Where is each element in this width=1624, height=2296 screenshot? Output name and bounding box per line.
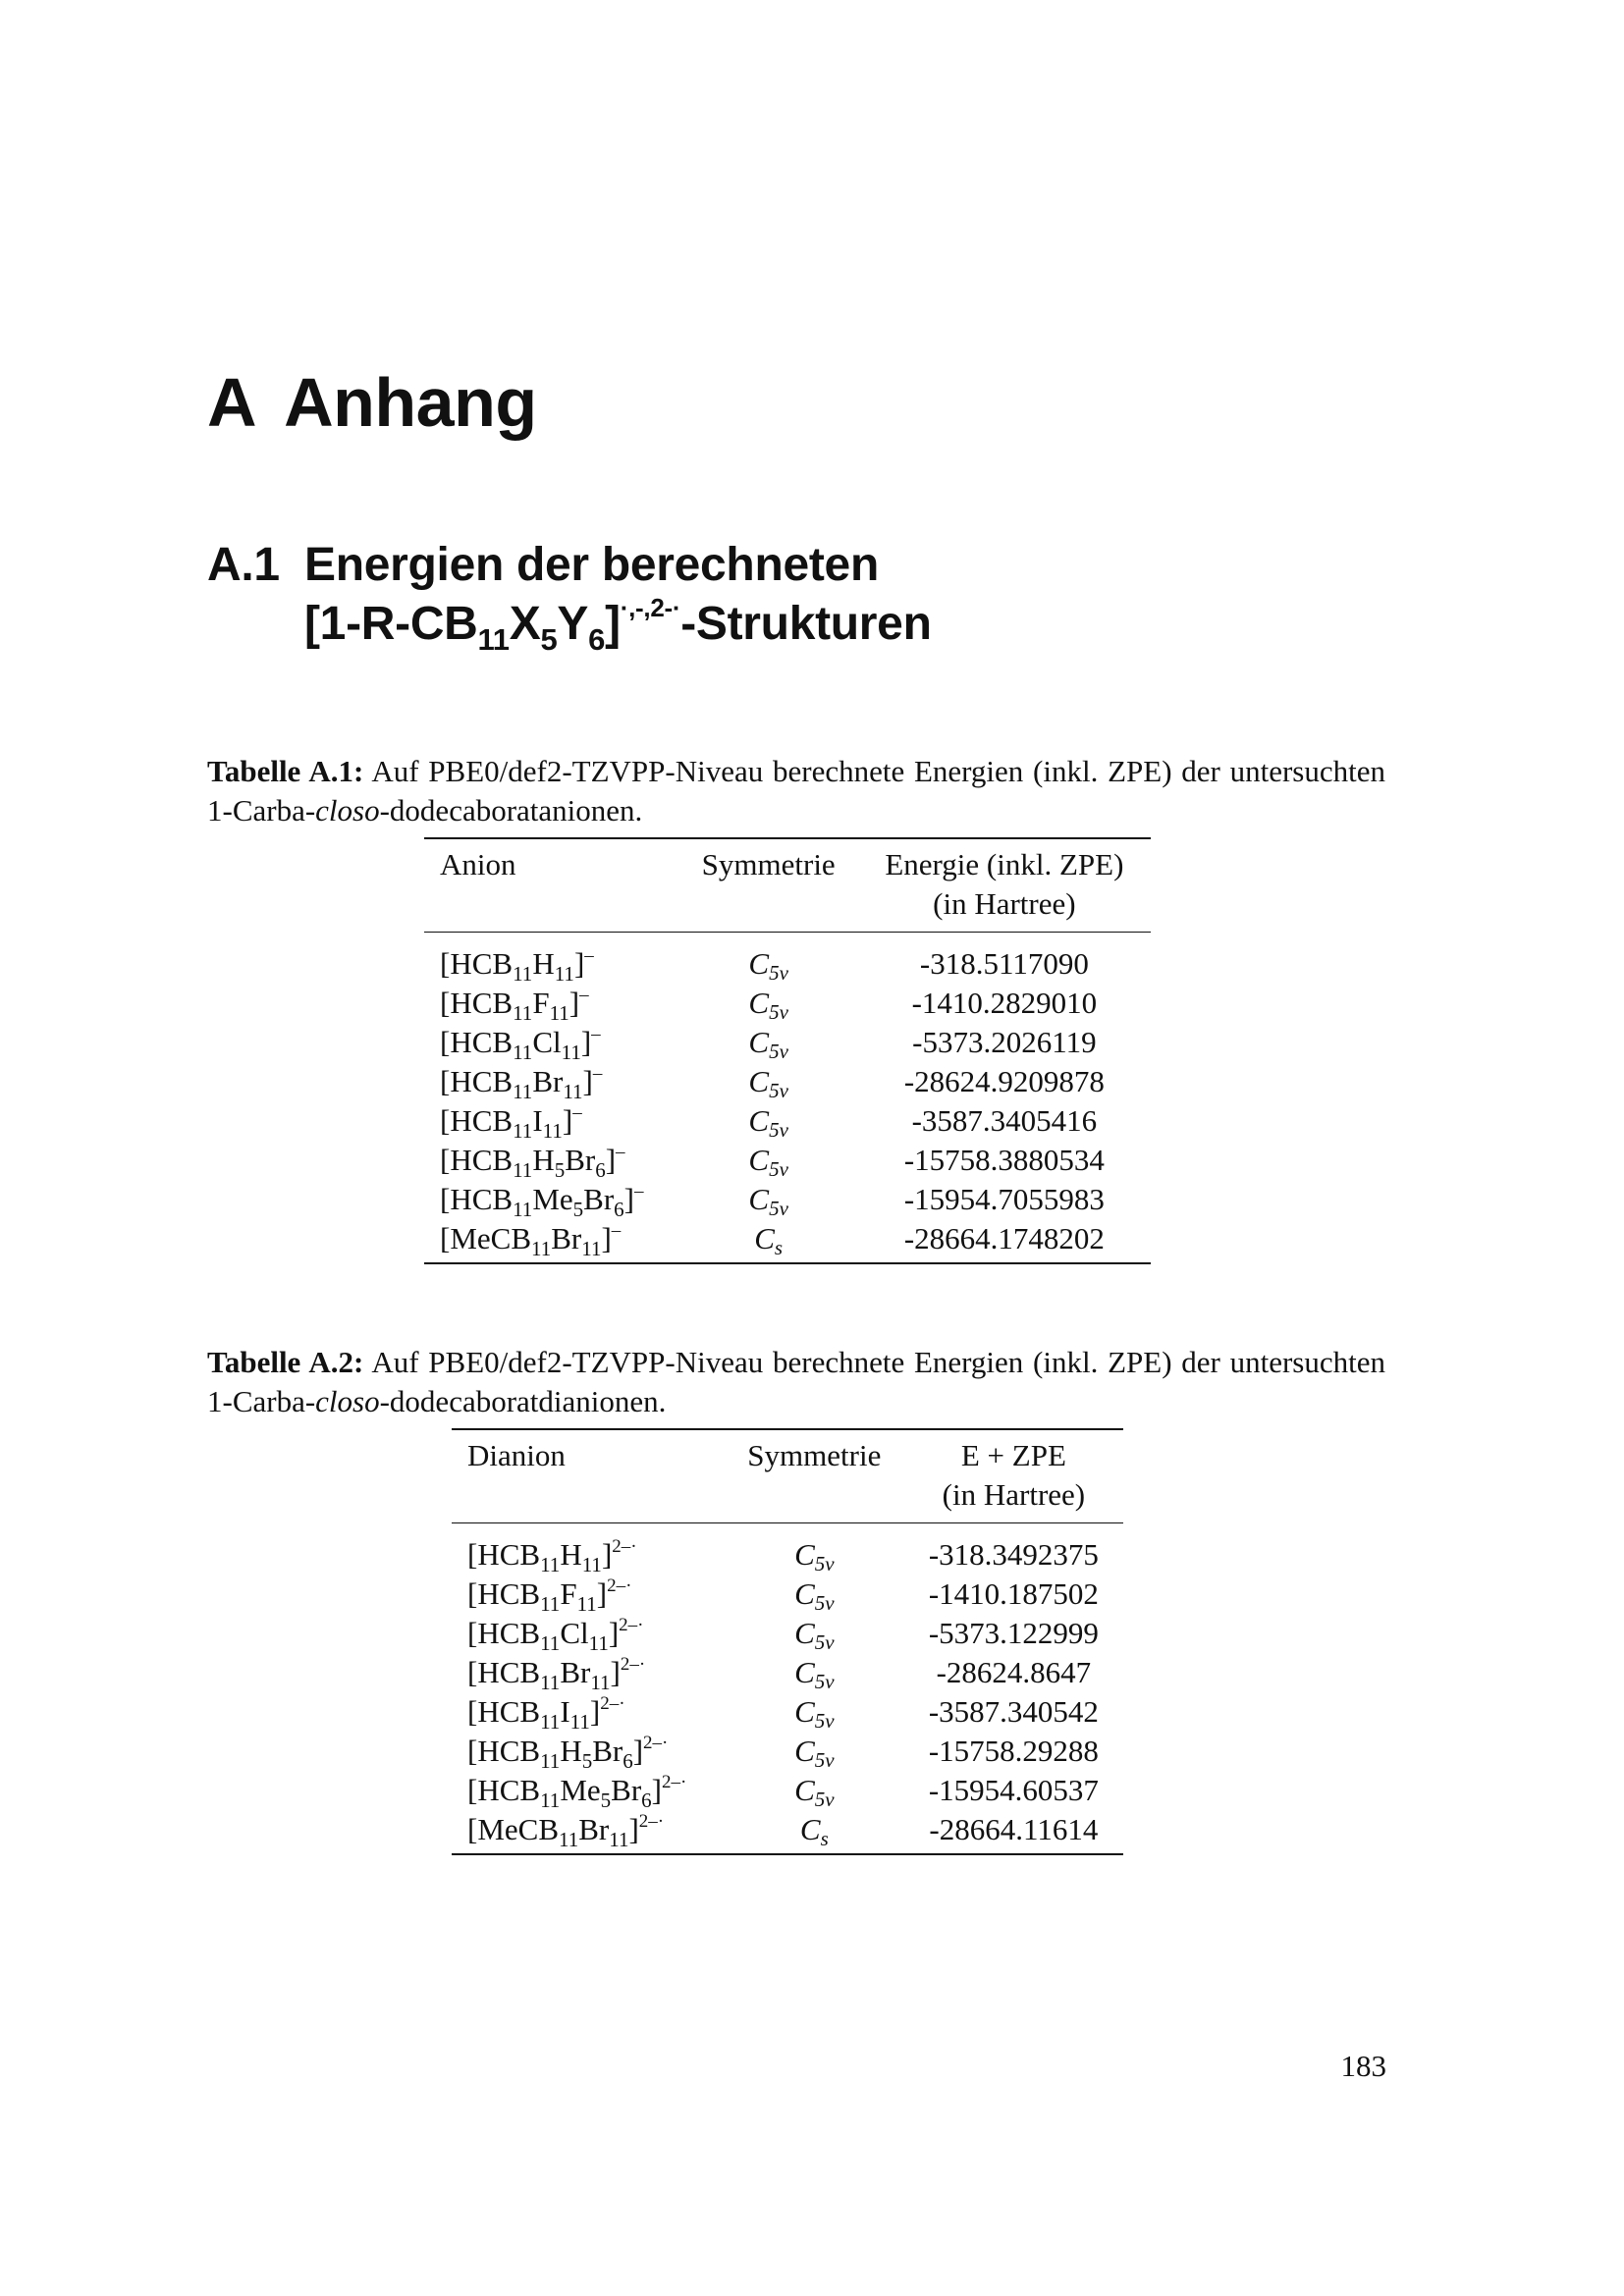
point-group: $C_{5v}$ — [794, 1694, 835, 1733]
point-group-sub: s — [820, 1827, 829, 1850]
table2-header-symmetry: Symmetrie — [747, 1438, 882, 1472]
formula-cell — [424, 1219, 679, 1263]
formula-cell — [452, 1614, 725, 1653]
table1-header-blank — [424, 884, 679, 933]
formula-part: Br — [532, 1064, 564, 1098]
formula-part: 11 — [513, 1041, 533, 1064]
formula-cell — [452, 1810, 725, 1854]
formula-part: – — [611, 1220, 622, 1241]
energy-cell: -28624.9209878 — [903, 1064, 1105, 1098]
formula-part: 6 — [623, 1749, 633, 1773]
symmetry-cell — [679, 1023, 858, 1062]
formula-part: 11 — [540, 1789, 561, 1812]
formula-part: – — [584, 945, 594, 966]
formula-part: 11 — [563, 1080, 583, 1103]
table1-header-blank — [679, 884, 858, 933]
formula-cell — [424, 984, 679, 1023]
formula-part: ] — [589, 1694, 601, 1729]
point-group: $C_{5v}$ — [748, 1143, 788, 1181]
formula-part: Br — [611, 1773, 642, 1807]
point-group-sub: 5v — [814, 1630, 835, 1654]
formula-part: ] — [623, 1182, 634, 1216]
formula-part: – — [616, 1142, 625, 1162]
formula-part: 5 — [554, 1158, 566, 1182]
formula-part: [HCB — [440, 986, 514, 1020]
formula-part: ] — [651, 1773, 662, 1807]
formula-part: 11 — [609, 1828, 629, 1851]
chapter-number: A — [207, 364, 257, 441]
table-row — [452, 1575, 1123, 1614]
table2-header-blank — [452, 1475, 725, 1523]
table-dianion-energies — [452, 1428, 1123, 1855]
formula-part: [HCB — [467, 1537, 541, 1572]
point-group-sub: 5v — [769, 1079, 788, 1102]
formula-part: ] — [632, 1734, 644, 1768]
formula-part: 2–· — [619, 1615, 644, 1635]
section-formula-x: X — [509, 598, 541, 650]
section-title-line1: Energien der berechneten — [304, 539, 879, 591]
table1-caption-text: Auf PBE0/def2-TZVPP-Niveau berechnete Energien (inkl. ZPE) der untersuchten 1-Carba- — [207, 754, 1385, 828]
table2-caption-italic: closo — [315, 1384, 380, 1418]
formula-part: H — [560, 1734, 582, 1768]
formula-part: ] — [601, 1221, 612, 1255]
energy-cell: -318.5117090 — [919, 946, 1089, 981]
point-group: $C_{5v}$ — [794, 1655, 835, 1693]
formula-part: 11 — [540, 1592, 561, 1616]
symmetry-cell — [725, 1575, 904, 1614]
point-group: $C_{5v}$ — [748, 1103, 788, 1142]
formula-part: 11 — [581, 1237, 602, 1260]
formula-part: Br — [551, 1221, 582, 1255]
energy-cell: -28664.1748202 — [903, 1221, 1105, 1255]
formula-cell — [452, 1523, 725, 1575]
formula-part: 2–· — [661, 1772, 687, 1792]
formula-part: ] — [628, 1812, 639, 1846]
section-formula-sub: 11 — [477, 622, 510, 657]
formula-part: 11 — [513, 962, 533, 986]
formula-part: – — [633, 1181, 644, 1201]
formula-cell — [452, 1653, 725, 1692]
energy-cell: -1410.2829010 — [911, 986, 1098, 1020]
symmetry-cell — [725, 1810, 904, 1854]
formula-part: [HCB — [440, 1025, 514, 1059]
formula-part: [HCB — [440, 1064, 514, 1098]
energy-cell: -15954.7055983 — [903, 1182, 1105, 1216]
table2-header-blank — [725, 1475, 904, 1523]
energy-cell: -5373.2026119 — [912, 1025, 1097, 1059]
formula-part: 11 — [513, 1198, 533, 1221]
formula-part: 11 — [554, 962, 574, 986]
energy-cell: -15758.3880534 — [903, 1143, 1105, 1177]
formula-part: 2–· — [643, 1733, 669, 1753]
symmetry-cell — [725, 1614, 904, 1653]
formula-part: 2–· — [612, 1536, 637, 1557]
formula-cell — [424, 1101, 679, 1141]
formula-part: – — [591, 1024, 601, 1044]
chapter-title — [207, 361, 537, 444]
energy-cell: -3587.340542 — [928, 1694, 1099, 1729]
formula-part: 11 — [590, 1671, 611, 1694]
formula-part: – — [579, 985, 589, 1005]
formula-part: 11 — [513, 1158, 533, 1182]
formula-part: 11 — [581, 1553, 602, 1576]
formula-part: 11 — [588, 1631, 609, 1655]
formula-cell — [424, 1023, 679, 1062]
point-group: $C_{5v}$ — [794, 1773, 835, 1811]
table1-caption-italic: closo — [315, 793, 380, 828]
formula-part: 11 — [540, 1710, 561, 1734]
chapter-title-text: Anhang — [284, 364, 537, 441]
formula-part: [HCB — [440, 1103, 514, 1138]
table-row — [424, 1219, 1151, 1263]
formula-part: ] — [596, 1576, 608, 1611]
point-group-sub: 5v — [769, 1040, 788, 1063]
table1-caption-label: Tabelle A.1: — [207, 754, 364, 788]
point-group-sub: 5v — [769, 1000, 788, 1024]
formula-cell — [452, 1692, 725, 1732]
table-row — [452, 1653, 1123, 1692]
formula-part: 2–· — [600, 1693, 625, 1714]
energy-cell: -15954.60537 — [928, 1773, 1099, 1807]
formula-part: 11 — [513, 1080, 533, 1103]
section-formula-bracket: ] — [605, 598, 621, 650]
formula-part: 11 — [542, 1119, 563, 1143]
table1-caption-end: -dodecaboratanionen. — [379, 793, 643, 828]
energy-cell: -5373.122999 — [928, 1616, 1099, 1650]
table1-header-symmetry: Symmetrie — [701, 847, 836, 881]
section-formula-suffix: -Strukturen — [680, 598, 932, 650]
formula-cell — [452, 1575, 725, 1614]
formula-cell — [452, 1732, 725, 1771]
formula-part: ] — [568, 986, 580, 1020]
point-group-sub: 5v — [814, 1552, 835, 1575]
table2-header-dianion: Dianion — [467, 1438, 566, 1472]
formula-part: Br — [565, 1143, 596, 1177]
table1-caption — [207, 752, 1385, 830]
symmetry-cell — [725, 1771, 904, 1810]
symmetry-cell — [679, 1219, 858, 1263]
table2-header-energy: E + ZPE — [960, 1438, 1066, 1472]
point-group: $C_{5v}$ — [748, 986, 788, 1024]
formula-part: 11 — [513, 1119, 533, 1143]
formula-part: Me — [560, 1773, 601, 1807]
section-title-line2 — [304, 593, 932, 657]
formula-part: [HCB — [467, 1655, 541, 1689]
point-group: $C_{5v}$ — [794, 1734, 835, 1772]
point-group: $C_s$ — [799, 1812, 829, 1850]
formula-part: 11 — [531, 1237, 552, 1260]
formula-part: H — [532, 946, 555, 981]
table-row — [424, 1180, 1151, 1219]
formula-part: I — [560, 1694, 570, 1729]
table-row — [424, 1101, 1151, 1141]
table1-header-anion: Anion — [440, 847, 516, 881]
point-group-sub: s — [774, 1236, 784, 1259]
formula-part: 11 — [513, 1001, 533, 1025]
energy-cell: -318.3492375 — [928, 1537, 1099, 1572]
point-group: $C_{5v}$ — [748, 1025, 788, 1063]
symmetry-cell — [725, 1732, 904, 1771]
point-group: $C_s$ — [754, 1221, 784, 1259]
table-row — [452, 1810, 1123, 1854]
symmetry-cell — [679, 984, 858, 1023]
formula-part: [MeCB — [440, 1221, 531, 1255]
energy-cell: -3587.3405416 — [911, 1103, 1098, 1138]
formula-part: [HCB — [440, 1182, 514, 1216]
symmetry-cell — [679, 1101, 858, 1141]
formula-part: 11 — [559, 1828, 579, 1851]
formula-cell — [424, 1180, 679, 1219]
formula-part: – — [572, 1102, 582, 1123]
formula-part: ] — [580, 1025, 592, 1059]
formula-part: Cl — [560, 1616, 589, 1650]
symmetry-cell — [725, 1653, 904, 1692]
point-group: $C_{5v}$ — [748, 1182, 788, 1220]
table1-header-unit: (in Hartree) — [858, 884, 1151, 933]
formula-part: H — [532, 1143, 555, 1177]
formula-part: [HCB — [467, 1773, 541, 1807]
formula-cell — [424, 1141, 679, 1180]
formula-part: 2–· — [607, 1575, 632, 1596]
symmetry-cell — [679, 1141, 858, 1180]
point-group-sub: 5v — [769, 1197, 788, 1220]
table-row — [452, 1614, 1123, 1653]
formula-part: 11 — [540, 1671, 561, 1694]
formula-part: ] — [582, 1064, 593, 1098]
section-formula-charges: ·,-,2-· — [620, 593, 681, 622]
formula-cell — [452, 1771, 725, 1810]
formula-part: 11 — [549, 1001, 569, 1025]
formula-cell — [424, 1062, 679, 1101]
table-row — [452, 1523, 1123, 1575]
page-number: 183 — [1340, 2049, 1386, 2083]
formula-part: [HCB — [467, 1576, 541, 1611]
formula-part: 11 — [569, 1710, 590, 1734]
formula-part: ] — [562, 1103, 573, 1138]
formula-part: 11 — [540, 1631, 561, 1655]
table-row — [424, 984, 1151, 1023]
point-group-sub: 5v — [814, 1670, 835, 1693]
formula-part: 5 — [581, 1749, 593, 1773]
formula-part: ] — [608, 1616, 620, 1650]
point-group: $C_{5v}$ — [748, 1064, 788, 1102]
symmetry-cell — [679, 1062, 858, 1101]
formula-part: ] — [605, 1143, 617, 1177]
formula-part: 11 — [540, 1553, 561, 1576]
table-row — [424, 1141, 1151, 1180]
point-group: $C_{5v}$ — [748, 946, 788, 985]
point-group-sub: 5v — [769, 1157, 788, 1181]
formula-part: F — [532, 986, 550, 1020]
section-title — [207, 536, 932, 657]
section-formula-prefix: [1-R-CB — [304, 598, 478, 650]
table-row — [452, 1692, 1123, 1732]
table-row — [452, 1732, 1123, 1771]
point-group: $C_{5v}$ — [794, 1537, 835, 1575]
formula-part: 11 — [576, 1592, 597, 1616]
table-row — [424, 933, 1151, 985]
table2-header-unit: (in Hartree) — [904, 1475, 1123, 1523]
energy-cell: -1410.187502 — [928, 1576, 1099, 1611]
symmetry-cell — [725, 1692, 904, 1732]
formula-part: Me — [532, 1182, 573, 1216]
formula-part: [HCB — [440, 946, 514, 981]
point-group: $C_{5v}$ — [794, 1616, 835, 1654]
table-row — [424, 1062, 1151, 1101]
formula-part: 5 — [600, 1789, 612, 1812]
symmetry-cell — [725, 1523, 904, 1575]
formula-part: [HCB — [440, 1143, 514, 1177]
section-number: A.1 — [207, 539, 280, 591]
formula-part: 6 — [595, 1158, 606, 1182]
formula-part: – — [592, 1063, 603, 1084]
formula-part: [HCB — [467, 1694, 541, 1729]
formula-cell — [424, 933, 679, 985]
formula-part: 11 — [561, 1041, 581, 1064]
table1-header-energy: Energie (inkl. ZPE) — [885, 847, 1124, 881]
symmetry-cell — [679, 933, 858, 985]
formula-part: [HCB — [467, 1734, 541, 1768]
table2-caption-text: Auf PBE0/def2-TZVPP-Niveau berechnete Energien (inkl. ZPE) der untersuchten 1-Carba- — [207, 1345, 1385, 1418]
table2-caption-label: Tabelle A.2: — [207, 1345, 364, 1379]
formula-part: 2–· — [620, 1654, 646, 1675]
table2-caption-end: -dodecaboratdianionen. — [379, 1384, 667, 1418]
formula-part: ] — [610, 1655, 621, 1689]
point-group-sub: 5v — [814, 1748, 835, 1772]
point-group-sub: 5v — [814, 1709, 835, 1733]
energy-cell: -28624.8647 — [936, 1655, 1092, 1689]
formula-part: ] — [601, 1537, 613, 1572]
point-group-sub: 5v — [814, 1591, 835, 1615]
formula-part: I — [532, 1103, 543, 1138]
point-group: $C_{5v}$ — [794, 1576, 835, 1615]
point-group-sub: 5v — [769, 961, 788, 985]
section-formula-y: Y — [557, 598, 589, 650]
formula-part: [HCB — [467, 1616, 541, 1650]
energy-cell: -15758.29288 — [928, 1734, 1099, 1768]
point-group-sub: 5v — [814, 1788, 835, 1811]
formula-part: Br — [578, 1812, 610, 1846]
formula-part: 6 — [641, 1789, 652, 1812]
formula-part: F — [560, 1576, 577, 1611]
section-formula-sub: 5 — [540, 622, 558, 657]
section-formula-sub: 6 — [588, 622, 606, 657]
formula-part: Cl — [532, 1025, 562, 1059]
point-group-sub: 5v — [769, 1118, 788, 1142]
formula-part: 2–· — [638, 1811, 665, 1832]
formula-part: Br — [592, 1734, 623, 1768]
energy-cell: -28664.11614 — [929, 1812, 1099, 1846]
symmetry-cell — [679, 1180, 858, 1219]
formula-part: [MeCB — [467, 1812, 559, 1846]
formula-part: 11 — [540, 1749, 561, 1773]
formula-part: Br — [560, 1655, 591, 1689]
formula-part: Br — [583, 1182, 615, 1216]
table-row — [424, 1023, 1151, 1062]
table-row — [452, 1771, 1123, 1810]
formula-part: 6 — [614, 1198, 624, 1221]
formula-part: 5 — [572, 1198, 584, 1221]
table2-caption — [207, 1343, 1385, 1421]
formula-part: ] — [573, 946, 585, 981]
formula-part: H — [560, 1537, 582, 1572]
table-anion-energies — [424, 837, 1151, 1264]
